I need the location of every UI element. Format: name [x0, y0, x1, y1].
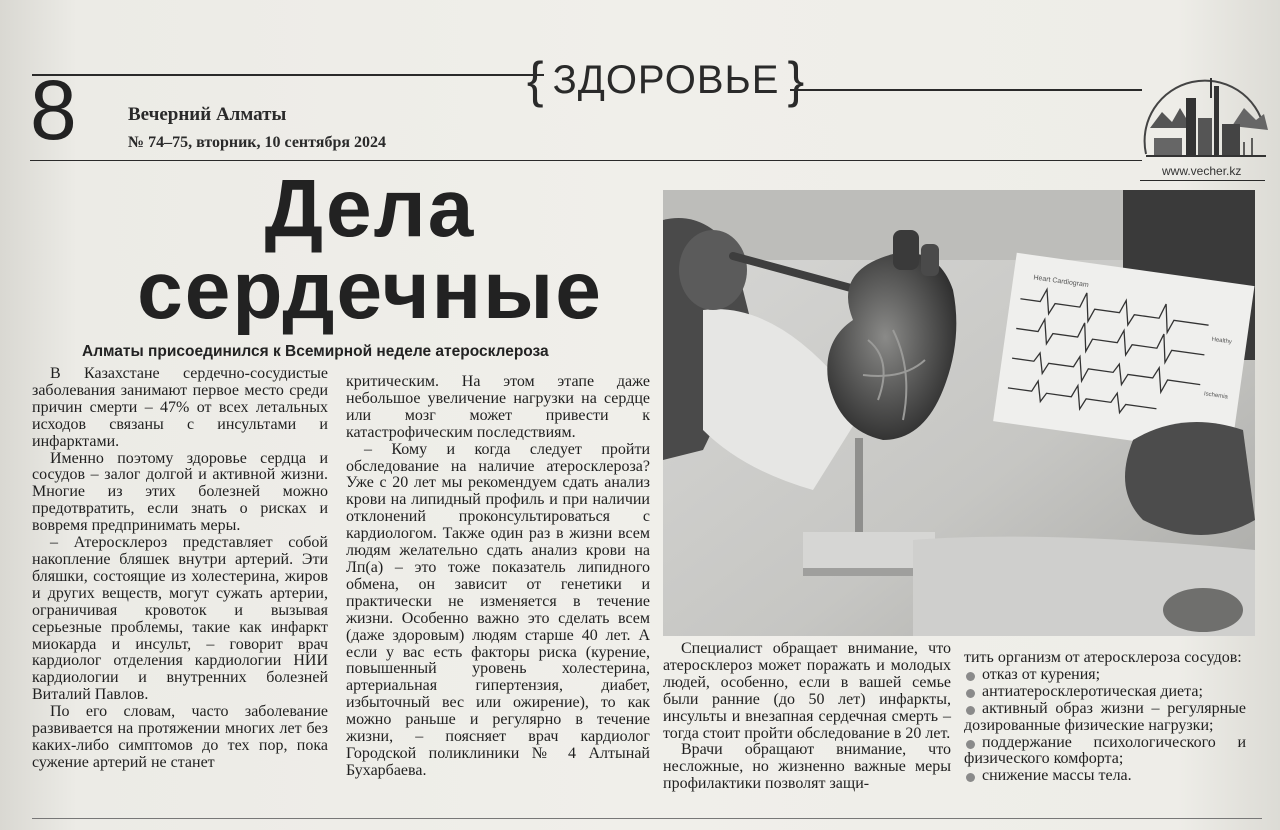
headline — [120, 163, 620, 336]
newspaper-name: Вечерний Алматы — [128, 104, 287, 125]
section-title — [526, 50, 806, 110]
paragraph: тить организм от атеросклероза сосудов: — [964, 649, 1242, 666]
list-item: поддержание психологического и физического комфорта; — [964, 733, 1246, 768]
paragraph: – Кому и когда следует пройти обследование на наличие атеросклероза? Уже с 20 лет мы рекомендуем сдать анализ крови на липидный профиль и при наличии отклонений проконсультироваться с кардиологом. Также один раз в жизни всем людям желательно сдать анализ крови на Лп(а) – это тоже показатель липидного обмена, он зависит от генетики и практически не изменяется в течение жизни. Особенно важно это сделать всем (даже здоровым) людям старше 40 лет. А если у вас есть факторы риска (курение, повышенный уровень холестерина, артериальная гипертензия, диабет, избыточный вес или ожирение), то как можно раньше и регулярно в течение жизни, – поясняет врач кардиолог Городской поликлиники № 4 Алтынай Бухарбаева. — [346, 440, 650, 779]
article-column-1 — [32, 366, 328, 772]
city-skyline-logo — [1140, 68, 1270, 168]
website-url: www.vecher.kz — [1162, 164, 1242, 178]
header-bottom-rule-right — [1140, 180, 1265, 181]
paragraph: критическим. На этом этапе даже небольшое увеличение нагрузки на сердце или мозг может привести к катастрофическим последствиям. — [346, 373, 650, 441]
article-column-2 — [346, 374, 650, 780]
section-right-brace: } — [787, 52, 806, 108]
paragraph: – Атеросклероз представляет собой накопление бляшек внутри артерий. Эти бляшки, состоящие из холестерина, жиров и других веществ, могут сужать артерии, ограничивая кровоток и вызывая серьезные проблемы, такие как инфаркт миокарда и инсульт, – говорит врач кардиолог отделения кардиологии НИИ кардиологии и внутренних болезней Виталий Павлов. — [32, 534, 328, 704]
article-column-4 — [964, 650, 1246, 785]
header-top-rule-right — [790, 89, 1142, 91]
cardiogram-title: Heart Cardiogram — [1032, 274, 1090, 290]
section-name: ЗДОРОВЬЕ — [552, 57, 780, 102]
paragraph: В Казахстане сердечно-сосудистые заболевания занимают первое место среди причин смерти – 47% от всех летальных исходов связаны с инсультами и инфарктами. — [32, 365, 328, 450]
section-left-brace: { — [526, 52, 545, 108]
list-item: активный образ жизни – регулярные дозированные физические нагрузки; — [964, 699, 1246, 734]
article-column-3 — [663, 641, 951, 793]
paragraph: Врачи обращают внимание, что несложные, но жизненно важные меры профилактики позволят защи- — [663, 741, 951, 793]
article-photo-heart-model — [663, 190, 1255, 636]
list-item: отказ от курения; — [964, 667, 1246, 684]
header-bottom-rule — [30, 160, 1142, 161]
headline-line-2: сердечные — [137, 245, 603, 336]
footer-rule — [32, 818, 1262, 819]
list-item: снижение массы тела. — [964, 768, 1246, 785]
subheadline: Алматы присоединился к Всемирной неделе атеросклероза — [82, 343, 549, 360]
header-top-rule — [32, 74, 544, 76]
page-number: 8 — [30, 63, 77, 157]
paragraph: Именно поэтому здоровье сердца и сосудов – залог долгой и активной жизни. Многие из этих болезней можно предотвратить, если знать о рисках и вовремя предпринимать меры. — [32, 449, 328, 535]
prevention-list — [964, 667, 1246, 785]
issue-date-line: № 74–75, вторник, 10 сентября 2024 — [128, 134, 386, 151]
paragraph: Специалист обращает внимание, что атеросклероз может поражать и молодых людей, особенно, если в вашей семье были ранние (до 50 лет) инфаркты, инсульты и внезапная сердечная смерть – тогда стоит пройти обследование в 20 лет. — [663, 640, 951, 742]
trace-label: Ischemia — [1203, 391, 1229, 401]
trace-label: Healthy — [1211, 336, 1233, 346]
list-item: антиатеросклеротическая диета; — [964, 684, 1246, 701]
paragraph: По его словам, часто заболевание развивается на протяжении многих лет без каких-либо симптомов до тех пор, пока сужение артерий не станет — [32, 703, 328, 771]
headline-line-1: Дела — [264, 163, 476, 254]
